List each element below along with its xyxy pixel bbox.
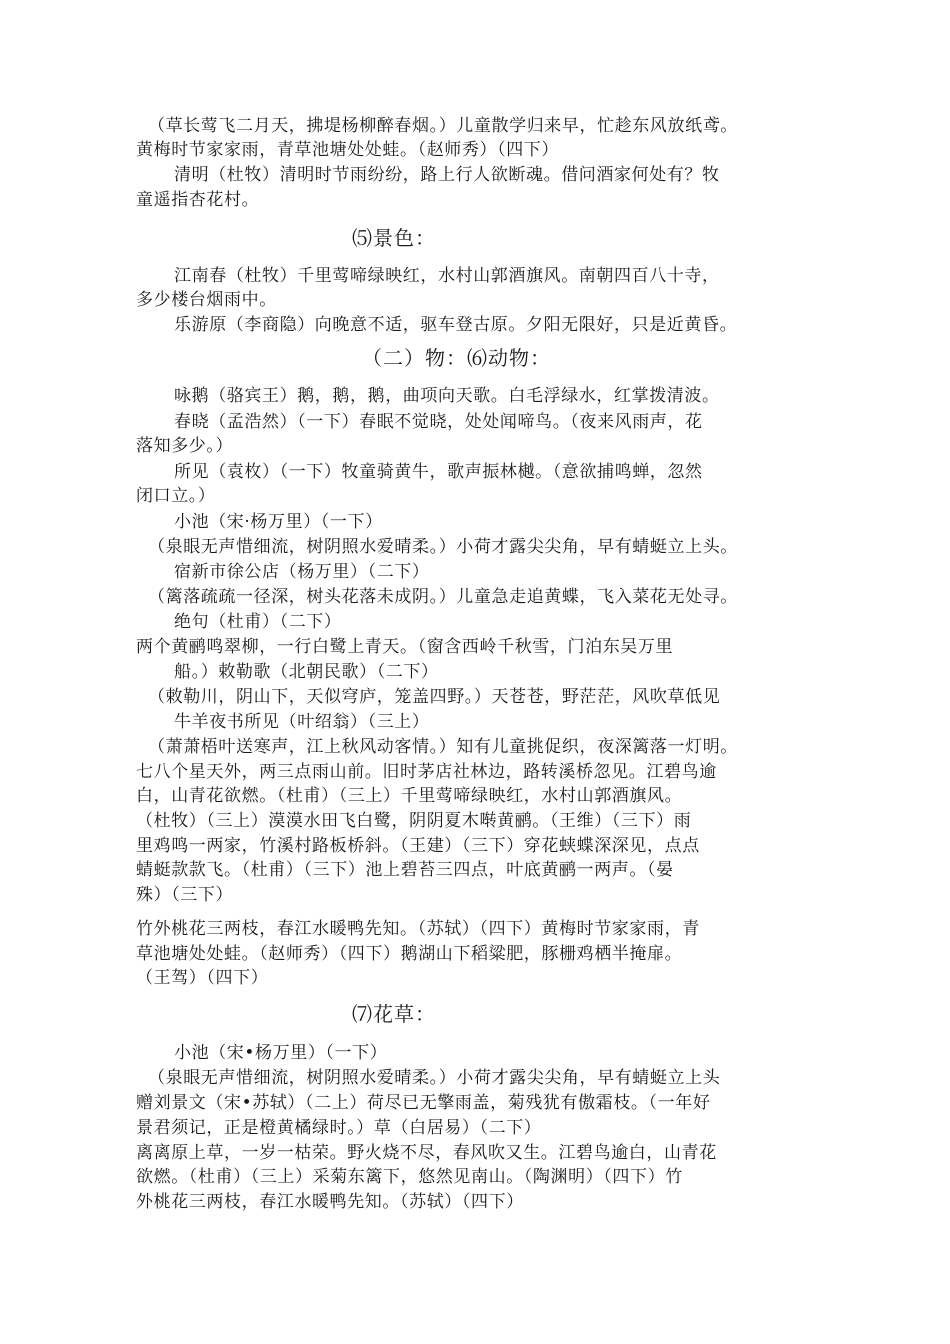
text-line: 竹外桃花三两枝，春江水暖鸭先知。（苏轼）（四下）黄梅时节家家雨，青: [136, 919, 700, 939]
text-line: （泉眼无声惜细流，树阴照水爱晴柔。）小荷才露尖尖角，早有蜻蜓立上头: [148, 1068, 721, 1088]
text-line: （篱落疏疏一径深，树头花落未成阴。）儿童急走追黄蝶，飞入菜花无处寻。: [148, 587, 738, 607]
text-line: 离离原上草，一岁一枯荣。野火烧不尽，春风吹又生。江碧鸟逾白，山青花: [136, 1143, 717, 1163]
text-line: 船。）敕勒歌（北朝民歌）（二下）: [174, 662, 439, 682]
text-line: （草长莺飞二月天，拂堤杨柳醉春烟。）儿童散学归来早，忙趁东风放纸鸢。: [148, 116, 738, 136]
text-line: 江南春（杜牧）千里莺啼绿映红，水村山郭酒旗风。南朝四百八十寺，: [174, 266, 720, 286]
section-heading-flowers: ⑺花草：: [352, 1002, 436, 1026]
text-line: 七八个星天外，两三点雨山前。旧时茅店社林边，路转溪桥忽见。江碧鸟逾: [136, 762, 717, 782]
text-line: 里鸡鸣一两家，竹溪村路板桥斜。（王建）（三下）穿花蛱蝶深深见，点点: [136, 836, 700, 856]
text-line: 小池（宋•杨万里）（一下）: [174, 1043, 388, 1063]
text-line: 童遥指杏花村。: [136, 190, 260, 210]
text-line: （泉眼无声惜细流，树阴照水爱晴柔。）小荷才露尖尖角，早有蜻蜓立上头。: [148, 537, 738, 557]
text-line: 赠刘景文（宋•苏轼）（二上）荷尽已无擎雨盖，菊残犹有傲霜枝。（一年好: [136, 1093, 711, 1113]
text-line: 咏鹅（骆宾王）鹅，鹅，鹅，曲项向天歌。白毛浮绿水，红掌拨清波。: [174, 386, 720, 406]
text-line: 乐游原（李商隐）向晚意不适，驱车登古原。夕阳无限好，只是近黄昏。: [174, 315, 738, 335]
text-line: 两个黄鹂鸣翠柳，一行白鹭上青天。（窗含西岭千秋雪，门泊东吴万里: [136, 637, 674, 657]
text-line: 殊）（三下）: [136, 885, 234, 905]
text-line: 景君须记，正是橙黄橘绿时。）草（白居易）（二下）: [136, 1118, 542, 1138]
text-line: 蜻蜓款款飞。（杜甫）（三下）池上碧苔三四点，叶底黄鹂一两声。（晏: [136, 860, 674, 880]
text-line: （萧萧梧叶送寒声，江上秋风动客情。）知有儿童挑促织，夜深篱落一灯明。: [148, 737, 738, 757]
text-line: 闭口立。）: [136, 486, 216, 506]
text-line: 落知多少。）: [136, 436, 234, 456]
text-line: （王驾）（四下）: [136, 968, 269, 988]
text-line: 小池（宋·杨万里）（一下）: [174, 512, 383, 532]
text-line: 白，山青花欲燃。（杜甫）（三上）千里莺啼绿映红，水村山郭酒旗风。: [136, 786, 683, 806]
text-line: （敕勒川，阴山下，天似穹庐，笼盖四野。）天苍苍，野茫茫，风吹草低见: [148, 687, 721, 707]
text-line: 绝句（杜甫）（二下）: [174, 612, 342, 632]
text-line: 草池塘处处蛙。（赵师秀）（四下）鹅湖山下稻粱肥，豚栅鸡栖半掩扉。: [136, 944, 683, 964]
text-line: 宿新市徐公店（杨万里）（二下）: [174, 562, 430, 582]
text-line: （杜牧）（三上）漠漠水田飞白鹭，阴阴夏木啭黄鹂。（王维）（三下）雨: [136, 811, 692, 831]
text-line: 黄梅时节家家雨，青草池塘处处蛙。（赵师秀）（四下）: [136, 140, 559, 160]
text-line: 欲燃。（杜甫）（三上）采菊东篱下，悠然见南山。（陶渊明）（四下）竹: [136, 1167, 683, 1187]
text-line: 所见（袁枚）（一下）牧童骑黄牛，歌声振林樾。（意欲捕鸣蝉，忽然: [174, 462, 703, 482]
text-line: 牛羊夜书所见（叶绍翁）（三上）: [174, 712, 430, 732]
section-heading-animals: （二）物：⑹动物：: [362, 346, 551, 370]
text-line: 多少楼台烟雨中。: [136, 290, 277, 310]
text-line: 外桃花三两枝，春江水暖鸭先知。（苏轼）（四下）: [136, 1192, 524, 1212]
section-heading-scenery: ⑸景色：: [352, 226, 436, 250]
text-line: 清明（杜牧）清明时节雨纷纷，路上行人欲断魂。借问酒家何处有？牧: [174, 165, 720, 185]
text-line: 春晓（孟浩然）（一下）春眠不觉晓，处处闻啼鸟。（夜来风雨声，花: [174, 412, 703, 432]
